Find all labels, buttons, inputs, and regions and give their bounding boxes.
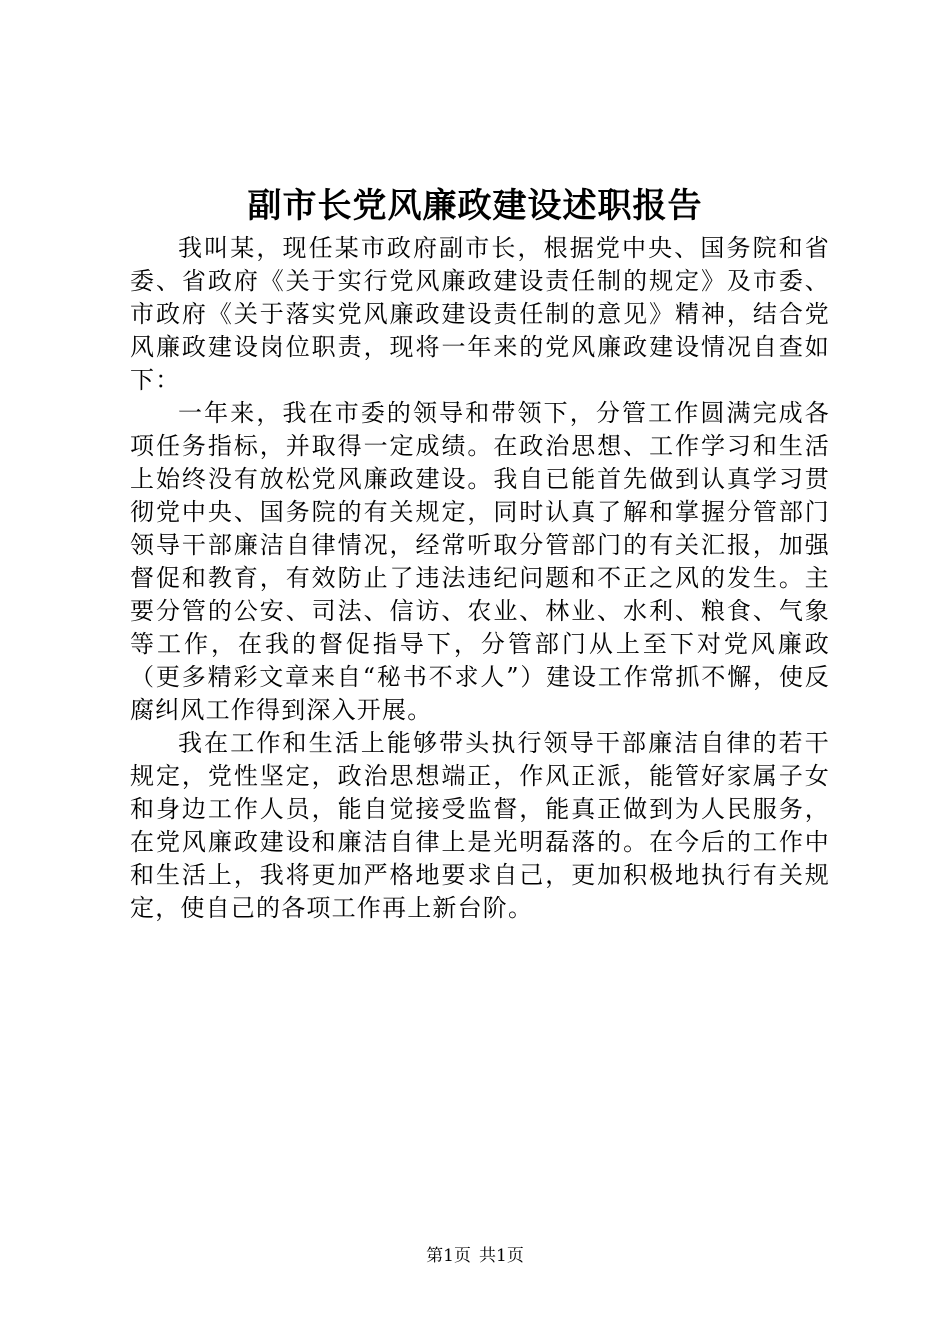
page-number: 第1页 — [426, 1246, 471, 1266]
document-title: 副市长党风廉政建设述职报告 — [247, 186, 703, 226]
paragraph-work-summary: 一年来，我在市委的领导和带领下，分管工作圆满完成各项任务指标，并取得一定成绩。在政治思想、工作学习和生活上始终没有放松党风廉政建设。我自已能首先做到认真学习贯彻党中央、国务院的有关规定，同时认真了解和掌握分管部门领导干部廉洁自律情况，经常听取分管部门的有关汇报，加强督促和教育，有效防止了违法违纪问题和不正之风的发生。主要分管的公安、司法、信访、农业、林业、水利、粮食、气象等工作，在我的督促指导下，分管部门从上至下对党风廉政（更多精彩文章来自“秘书不求人”）建设工作常抓不懈，使反腐纠风工作得到深入开展。 — [130, 399, 830, 724]
document-body — [130, 232, 830, 925]
page-total: 共1页 — [479, 1246, 524, 1266]
page-footer — [0, 1244, 950, 1268]
paragraph-self-discipline: 我在工作和生活上能够带头执行领导干部廉洁自律的若干规定，党性坚定，政治思想端正，作风正派，能管好家属子女和身边工作人员，能自觉接受监督，能真正做到为人民服务，在党风廉政建设和廉洁自律上是光明磊落的。在今后的工作中和生活上，我将更加严格地要求自己，更加积极地执行有关规定，使自己的各项工作再上新台阶。 — [130, 729, 830, 922]
paragraph-intro: 我叫某，现任某市政府副市长，根据党中央、国务院和省委、省政府《关于实行党风廉政建设责任制的规定》及市委、市政府《关于落实党风廉政建设责任制的意见》精神，结合党风廉政建设岗位职责，现将一年来的党风廉政建设情况自查如下： — [130, 234, 830, 394]
